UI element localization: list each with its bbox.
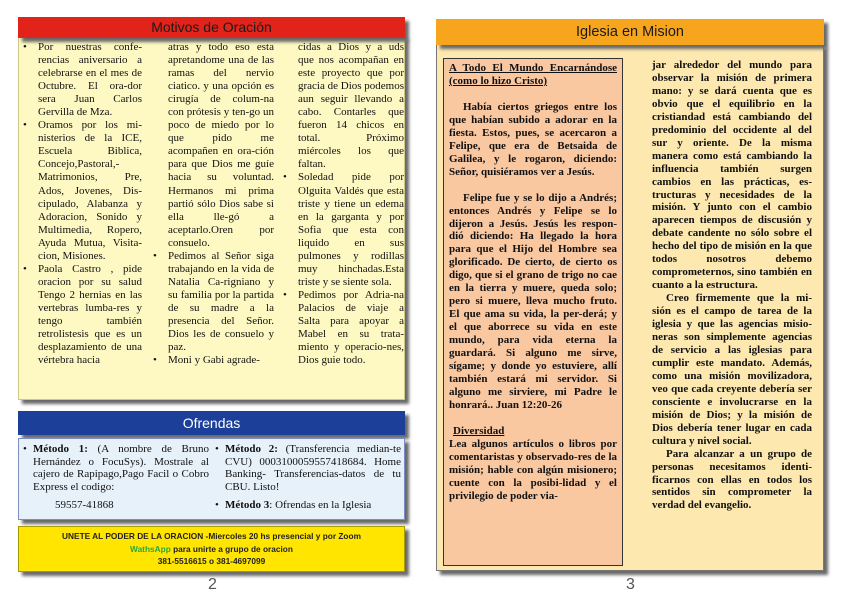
ofrendas-panel <box>18 438 405 520</box>
article-column-1 <box>449 62 617 503</box>
prayer-item: • Pedimos al Señor siga trabajando en la vida de Natalia Ca-rigniano y su familia por la partida de su madre a la presencia del Señor. Dios les de consuelo y paz. <box>152 250 274 354</box>
metodo-3-text: : Ofrendas en la Iglesia <box>269 499 372 512</box>
prayer-column-2 <box>152 41 274 367</box>
prayer-item: • Oramos por los mi-nisterios de la ICE, Escuela Biblica, Concejo,Pastoral,-Matrimonios, Pre, Ados, Jovenes, Dis-cipulado, Alabanza y Adoracion, Sonido y Multimedia, Ropero, Ayuda Mutua, Visita-cion, Misiones. <box>22 119 142 263</box>
prayer-continuation: cidas a Dios y a uds que nos acompañan en este proyecto que por gracia de Dios podemos aun seguir llevando a cabo. Contarles que fueron 14 chicos en total. Próximo miércoles los que faltan. <box>298 41 404 171</box>
prayer-item: • Soledad pide por Olguita Valdés que esta triste y tiene un edema en la garganta y por Sofia que esta con liquido en sus pulmones y rodillas muy hinchadas.Esta triste y se siente sola. <box>282 171 404 288</box>
article-paragraph: Había ciertos griegos entre los que habían subido a adorar en la fiesta. Estos, pues, se acercaron a Felipe, que era de Betsaida de Galilea, y le rogaron, diciendo: Señor, quisiéramos ver a Jesús. <box>449 100 617 178</box>
prayer-continuation: atras y todo eso esta apretandome una de las ramas del nervio ciatico. y una opción es cirugía de colum-na con prótesis y ten-go un poco de miedo por lo que pido me acompañen en ora-ción para que Dios me guíe hacia su voluntad. Hermanos mi prima partió sólo Dios sabe si ella lle-gó a aceptarlo.Oren por consuelo. <box>168 41 274 249</box>
motivos-header <box>18 17 405 38</box>
payment-code: 59557-41868 <box>55 499 114 512</box>
article-paragraph: Creo firmemente que la mi-sión es el campo de tarea de la iglesia y que las agencias misio-neras son simplemente agencias de servicio a las iglesias para cumplir este mandato. Además, como una misión movilizadora, veo que cada creyente debería ser consciente e involucrarse en la misión de Dios; y la misión de Dios debería tener lugar en cada cultura y nivel social. <box>652 292 812 447</box>
ofrendas-title: Ofrendas <box>182 415 241 431</box>
article-title: A Todo El Mundo Encarnándose (como lo hizo Cristo) <box>449 62 617 87</box>
article-paragraph: Lea algunos artículos o libros por comentaristas y observado-res de la misión; hable con algún misionero; cuente con la posibi-lidad y el privilegio de poder via- <box>449 437 617 502</box>
prayer-column-3 <box>282 41 404 367</box>
prayer-item: • Pedimos por Adria-na Palacios de viaje a Salta para apoyar a Mabel en su trata-miento y operacio-nes, Dios guie todo. <box>282 289 404 367</box>
meeting-line-1: UNETE AL PODER DE LA ORACION -Miercoles 20 hs presencial y por Zoom <box>62 531 361 541</box>
prayer-item: • Por nuestras confe-rencias aniversario a celebrarse en el mes de Octubre. El ora-dor sera Juan Carlos Gervilla de Mza. <box>22 41 142 119</box>
ofrendas-header <box>18 411 405 435</box>
prayer-column-1 <box>22 41 142 367</box>
article-column-2 <box>652 59 812 512</box>
motivos-title: Motivos de Oración <box>151 19 272 35</box>
page-number-left: 2 <box>208 576 217 593</box>
article-paragraph: Felipe fue y se lo dijo a Andrés; entonces Andrés y Felipe se lo dijeron a Jesús. Jesús les respon-dió diciendo: Ha llegado la hora para que el Hijo del Hombre sea glorificado. De cierto, de cierto os digo, que si el grano de trigo no cae en la tierra y muere, queda solo; pero si muere, lleva mucho fruto. El que ama su vida, la per-derá; y el que aborrece su vida en este mundo, para vida eterna la guardará. Si alguno me sirve, sígame; y donde yo estuviere, allí también estará mi servidor. Si alguno me sirviere, mi Padre le honrará.. Juan 12:20-26 <box>449 191 617 411</box>
metodo-1-text: (A nombre de Bruno Hernández o FocuSys). Mostrale al cajero de Rapipago,Pago Facil o Cobro Express el codigo: <box>33 443 209 493</box>
article-paragraph: Para alcanzar a un grupo de personas necesitamos identi-ficarnos con ellas en todos los sentidos sin comprometer la verdad del evangelio. <box>652 447 812 512</box>
meeting-line-2: para unirte a grupo de oracion <box>170 543 293 554</box>
whatsapp-label: WathsApp <box>130 543 171 554</box>
page-number-right: 3 <box>626 576 635 593</box>
phone-numbers: 381-5516615 o 381-4697099 <box>157 556 266 567</box>
prayer-item: • Moni y Gabi agrade- <box>152 354 274 367</box>
article-paragraph: jar alrededor del mundo para observar la misión de primera mano: y se dará cuenta que es obvio que el equilibrio en la cristiandad está cambiando del predominio del occidente al del sur y oriente. De la misma manera como está cambiando la influencia también surgen cambios en las prácticas, es-tructuras y necesidades de la misión. Y junto con el cambio aparecen tiempos de discusión y debate candente no sólo sobre el hecho del tipo de misión en la que todos nosotros debemo comprometernos, sino también en cuanto a la estructura. <box>652 59 812 292</box>
prayer-item: • Paola Castro , pide oracion por su salud Tengo 2 hernias en las vertebras lumba-res y tengo también retrolistesis que es un desplazamiento de una vértebra hacia <box>22 263 142 367</box>
metodo-3-label: Método 3 <box>225 499 270 512</box>
diversidad-heading: Diversidad <box>453 424 505 437</box>
metodo-1: • Método 1: (A nombre de Bruno Hernández o FocuSys). Mostrale al cajero de Rapipago,Pago Facil o Cobro Express el codigo: 59557-41868 <box>23 443 209 512</box>
metodo-2-label: Método 2: <box>225 443 278 455</box>
mision-title: Iglesia en Mision <box>576 24 684 40</box>
mision-header <box>436 19 824 45</box>
metodo-2: • Método 2: (Transferencia median-te CVU) 0003100059557418684. Home Banking- Transferencias-datos de tu CBU. Listo! • Método 3: Ofrendas en la Iglesia <box>215 443 401 512</box>
metodo-1-label: Método 1: <box>33 443 88 455</box>
prayer-meeting-box <box>18 526 405 572</box>
metodo-2-text: (Transferencia median-te CVU) 0003100059557418684. Home Banking- Transferencias-datos de tu CBU. Listo! <box>225 443 401 493</box>
